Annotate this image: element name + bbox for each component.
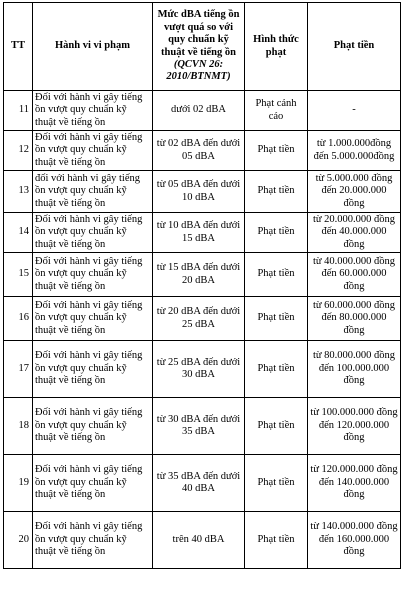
row-number: 16 [4, 297, 33, 341]
row-number: 13 [4, 171, 33, 213]
fine-amount-cell: từ 80.000.000 đồng đến 100.000.000 đồng [308, 341, 401, 398]
fine-amount-cell: từ 1.000.000đồng đến 5.000.000đồng [308, 131, 401, 171]
penalty-form-cell: Phạt tiền [245, 131, 308, 171]
table-row [4, 253, 401, 297]
header-dba-text: Mức dBA tiếng ồn vượt quá so với quy chuẩn kỹ thuật về tiếng ồn [157, 9, 240, 58]
row-number: 11 [4, 91, 33, 131]
penalty-form-cell: Phạt tiền [245, 253, 308, 297]
table-row [4, 171, 401, 213]
fine-amount-cell: từ 20.000.000 đồng đến 40.000.000 đồng [308, 213, 401, 253]
penalty-form-cell: Phạt tiền [245, 213, 308, 253]
table-row [4, 398, 401, 455]
dba-level-cell: từ 20 dBA đến dưới 25 dBA [153, 297, 245, 341]
violation-cell: Đối với hành vi gây tiếng ồn vượt quy chuẩn kỹ thuật về tiếng ồn [33, 131, 153, 171]
header-dba-standard: (QCVN 26: 2010/BTNMT) [166, 58, 231, 83]
violation-cell: Đối với hành vi gây tiếng ồn vượt quy chuẩn kỹ thuật về tiếng ồn [33, 253, 153, 297]
header-dba-level [153, 3, 245, 91]
violation-cell: Đối với hành vi gây tiếng ồn vượt quy chuẩn kỹ thuật về tiếng ồn [33, 91, 153, 131]
table-row [4, 91, 401, 131]
dba-level-cell: từ 05 dBA đến dưới 10 dBA [153, 171, 245, 213]
row-number: 14 [4, 213, 33, 253]
header-fine: Phạt tiền [308, 3, 401, 91]
fine-amount-cell: - [308, 91, 401, 131]
dba-level-cell: từ 02 dBA đến dưới 05 dBA [153, 131, 245, 171]
penalty-form-cell: Phạt tiền [245, 171, 308, 213]
row-number: 20 [4, 512, 33, 569]
violation-cell: Đối với hành vi gây tiếng ồn vượt quy chuẩn kỹ thuật về tiếng ồn [33, 341, 153, 398]
header-row [4, 3, 401, 91]
table-row [4, 297, 401, 341]
table-row [4, 512, 401, 569]
row-number: 17 [4, 341, 33, 398]
row-number: 18 [4, 398, 33, 455]
violation-cell: đối với hành vi gây tiếng ồn vượt quy chuẩn kỹ thuật về tiếng ồn [33, 171, 153, 213]
header-form: Hình thức phạt [245, 3, 308, 91]
violation-cell: Đối với hành vi gây tiếng ồn vượt quy chuẩn kỹ thuật về tiếng ồn [33, 297, 153, 341]
fine-amount-cell: từ 120.000.000 đồng đến 140.000.000 đồng [308, 455, 401, 512]
fine-amount-cell: từ 140.000.000 đồng đến 160.000.000 đồng [308, 512, 401, 569]
violation-cell: Đối với hành vi gây tiếng ồn vượt quy chuẩn kỹ thuật về tiếng ồn [33, 455, 153, 512]
penalty-form-cell: Phạt tiền [245, 341, 308, 398]
violation-cell: Đối với hành vi gây tiếng ồn vượt quy chuẩn kỹ thuật về tiếng ồn [33, 213, 153, 253]
fine-amount-cell: từ 60.000.000 đồng đến 80.000.000 đồng [308, 297, 401, 341]
penalty-form-cell: Phạt tiền [245, 398, 308, 455]
dba-level-cell: từ 30 dBA đến dưới 35 dBA [153, 398, 245, 455]
table-header [4, 3, 401, 91]
header-violation: Hành vi vi phạm [33, 3, 153, 91]
dba-level-cell: từ 35 dBA đến dưới 40 dBA [153, 455, 245, 512]
table-row [4, 455, 401, 512]
table-body [4, 91, 401, 569]
fine-amount-cell: từ 5.000.000 đồng đến 20.000.000 đồng [308, 171, 401, 213]
table-row [4, 213, 401, 253]
header-tt: TT [4, 3, 33, 91]
dba-level-cell: từ 10 dBA đến dưới 15 dBA [153, 213, 245, 253]
fine-amount-cell: từ 100.000.000 đồng đến 120.000.000 đồng [308, 398, 401, 455]
row-number: 12 [4, 131, 33, 171]
dba-level-cell: trên 40 dBA [153, 512, 245, 569]
penalty-table [3, 2, 401, 569]
violation-cell: Đối với hành vi gây tiếng ồn vượt quy chuẩn kỹ thuật về tiếng ồn [33, 398, 153, 455]
violation-cell: Đối với hành vi gây tiếng ồn vượt quy chuẩn kỹ thuật về tiếng ồn [33, 512, 153, 569]
dba-level-cell: từ 25 dBA đến dưới 30 dBA [153, 341, 245, 398]
penalty-form-cell: Phạt tiền [245, 512, 308, 569]
penalty-form-cell: Phạt tiền [245, 297, 308, 341]
dba-level-cell: từ 15 dBA đến dưới 20 dBA [153, 253, 245, 297]
table-row [4, 341, 401, 398]
fine-amount-cell: từ 40.000.000 đồng đến 60.000.000 đồng [308, 253, 401, 297]
dba-level-cell: dưới 02 dBA [153, 91, 245, 131]
table-row [4, 131, 401, 171]
penalty-form-cell: Phạt cảnh cáo [245, 91, 308, 131]
row-number: 19 [4, 455, 33, 512]
penalty-form-cell: Phạt tiền [245, 455, 308, 512]
row-number: 15 [4, 253, 33, 297]
